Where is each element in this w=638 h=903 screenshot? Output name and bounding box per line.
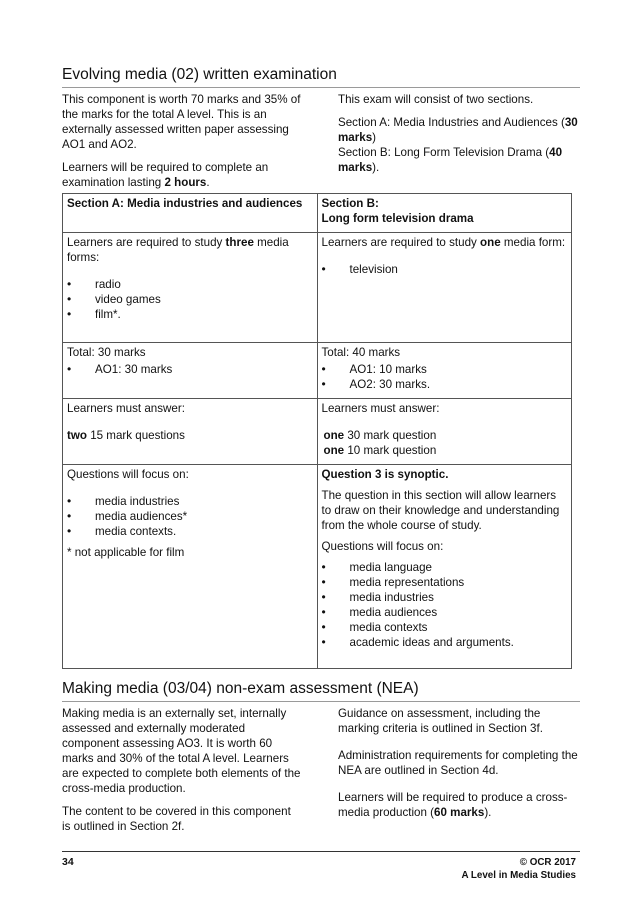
section-a-media-forms-cell: Learners are required to study three media forms: • radio • video games • film*. [63,233,318,343]
section2-right-column [338,706,578,828]
section1-left-column [62,92,302,198]
administration-paragraph: Administration requirements for completing the NEA are outlined in Section 4d. [338,749,578,777]
list-item: • film*. [67,307,313,322]
list-item: • media industries [322,590,568,605]
two-sections-paragraph: This exam will consist of two sections. [338,93,534,106]
exam-sections-table [62,193,572,669]
table-row [63,343,572,399]
section-a-focus-cell: Questions will focus on: • media industries • media audiences* • media contexts. * not applicable for film [63,465,318,669]
list-item: • media audiences* [67,509,313,524]
section-a-answer-cell: Learners must answer: two 15 mark questions [63,399,318,465]
section-a-focus-list [67,494,313,539]
content-outline-paragraph: The content to be covered in this component is outlined in Section 2f. [62,805,291,833]
section-b-media-forms-list [322,262,568,277]
making-media-paragraph: Making media is an externally set, internally assessed and externally moderated component assessing AO3. It is worth 60 marks and 30% of the total A level. Learners are expected to complete both elements of the cross-media production. [62,707,301,795]
list-item: • media representations [322,575,568,590]
table-row [63,465,572,669]
section-b-total-cell: Total: 40 marks • AO1: 10 marks • AO2: 30 marks. [317,343,572,399]
section-b-focus-list [322,560,568,650]
section-a-total-cell: Total: 30 marks • AO1: 30 marks [63,343,318,399]
section-a-total-list [67,362,313,377]
list-item: • radio [67,277,313,292]
list-item: • media contexts. [67,524,313,539]
synoptic-note: Question 3 is synoptic. [321,468,449,481]
list-item: • AO1: 10 marks [322,362,568,377]
document-subtitle: A Level in Media Studies [461,870,576,881]
section-heading-evolving-media: Evolving media (02) written examination [62,66,580,88]
component-worth-paragraph: This component is worth 70 marks and 35% of the marks for the total A level. This is an externally assessed written paper assessing AO1 and AO2. [62,93,301,151]
list-item: • media language [322,560,568,575]
film-footnote: * not applicable for film [67,546,185,559]
table-row [63,399,572,465]
table-header-row [63,194,572,233]
section-b-focus-cell: Question 3 is synoptic. The question in this section will allow learners to draw on their knowledge and understanding from the whole course of study. Questions will focus on: • media language • media representations • media industries • media audiences • media contexts • academic ideas and arguments. [317,465,572,669]
footer-credit [461,856,576,882]
page-number: 34 [62,856,74,868]
section1-right-column [338,92,578,183]
copyright-text: © OCR 2017 [519,857,576,868]
list-item: • media contexts [322,620,568,635]
section-heading-making-media: Making media (03/04) non-exam assessment (NEA) [62,680,580,702]
section-a-description: Section A: Media Industries and Audiences (30 marks) [338,116,578,144]
section-b-answer-cell: Learners must answer: one 30 mark question one 10 mark question [317,399,572,465]
list-item: • television [322,262,568,277]
list-item: • video games [67,292,313,307]
footer-rule [62,851,580,852]
list-item: • academic ideas and arguments. [322,635,568,650]
guidance-paragraph: Guidance on assessment, including the marking criteria is outlined in Section 3f. [338,707,543,735]
list-item: • AO1: 30 marks [67,362,313,377]
list-item: • media audiences [322,605,568,620]
section-b-media-forms-cell: Learners are required to study one media form: • television [317,233,572,343]
exam-duration-paragraph: Learners will be required to complete an examination lasting 2 hours. [62,161,269,189]
section-b-total-list [322,362,568,392]
list-item: • AO2: 30 marks. [322,377,568,392]
list-item: • media industries [67,494,313,509]
synoptic-description: The question in this section will allow learners to draw on their knowledge and understanding from the whole course of study. [321,489,560,532]
section2-left-column [62,706,302,842]
section-a-media-forms-list [67,277,313,322]
table-row [63,233,572,343]
section-b-header: Section B: Long form television drama [317,194,572,233]
production-paragraph: Learners will be required to produce a cross-media production (60 marks). [338,791,568,819]
section-b-description: Section B: Long Form Television Drama (40 marks). [338,146,563,174]
section-a-header: Section A: Media industries and audiences [63,194,318,233]
